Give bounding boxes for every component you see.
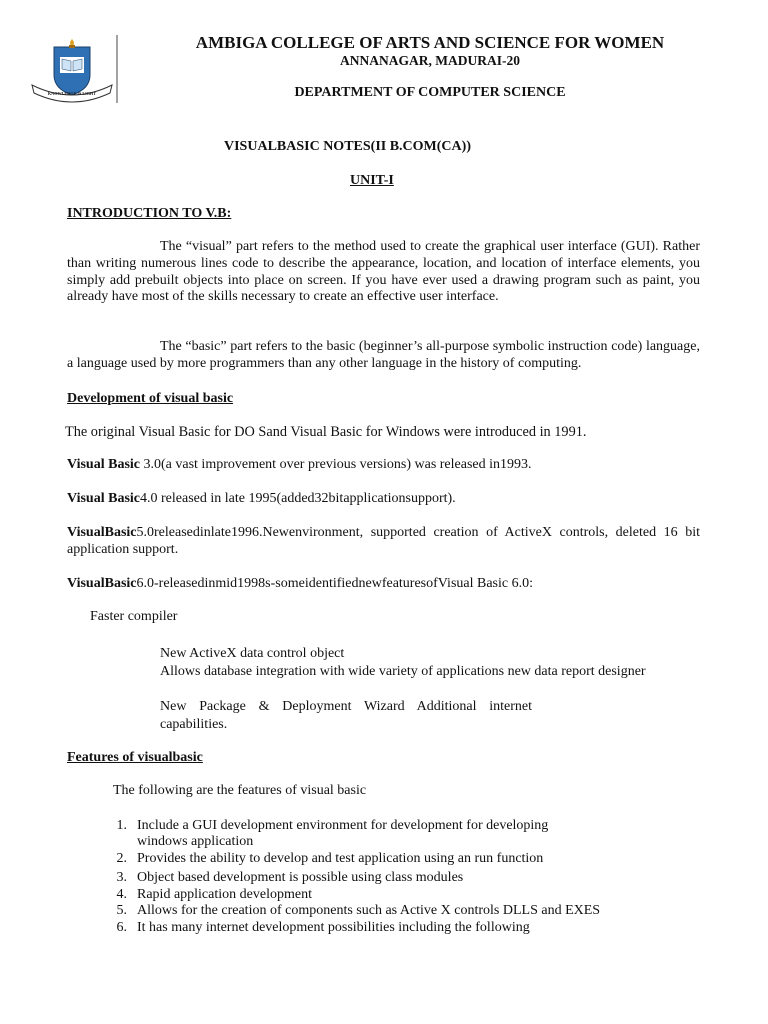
vb3-line xyxy=(67,457,532,473)
feature-number: 2. xyxy=(116,851,127,866)
vb3-label: Visual Basic xyxy=(67,457,140,472)
feature-number: 3. xyxy=(116,870,127,885)
feature-number: 5. xyxy=(116,903,127,918)
department-name: DEPARTMENT OF COMPUTER SCIENCE xyxy=(294,85,566,100)
notes-title: VISUALBASIC NOTES(II B.COM(CA)) xyxy=(224,139,471,154)
vb4-label: Visual Basic xyxy=(67,491,140,506)
new-feature-1: New ActiveX data control object xyxy=(160,646,345,661)
vb6-label: VisualBasic xyxy=(67,576,137,591)
faster-compiler: Faster compiler xyxy=(90,609,178,624)
feature-text: Rapid application development xyxy=(137,887,312,902)
feature-text: It has many internet development possibilities including the following xyxy=(137,920,530,935)
vb4-text: 4.0 released in late 1995(added32bitapplicationsupport). xyxy=(140,491,456,506)
feature-text: Allows for the creation of components such as Active X controls DLLS and EXES xyxy=(137,903,601,918)
feature-text-continued: windows application xyxy=(137,834,254,849)
feature-text: Provides the ability to develop and test application using an run function xyxy=(137,851,544,866)
feature-text: Include a GUI development environment for development for developing xyxy=(137,818,549,833)
feature-number: 1. xyxy=(116,818,127,833)
unit-title: UNIT-I xyxy=(350,173,394,188)
new-feature-3: New Package & Deployment Wizard Additional internet capabilities. xyxy=(160,699,532,732)
feature-number: 6. xyxy=(116,920,127,935)
college-name: AMBIGA COLLEGE OF ARTS AND SCIENCE FOR WOMEN xyxy=(195,33,665,52)
vb6-line xyxy=(67,576,533,592)
features-intro: The following are the features of visual basic xyxy=(113,783,367,798)
intro-paragraph-2: The “basic” part refers to the basic (beginner’s all-purpose symbolic instruction code) language, a language used by more programmers than any other language in the history of computing. xyxy=(67,339,700,371)
development-original: The original Visual Basic for DO Sand Visual Basic for Windows were introduced in 1991. xyxy=(65,424,587,440)
vb3-text: 3.0(a vast improvement over previous versions) was released in1993. xyxy=(140,457,532,472)
features-heading: Features of visualbasic xyxy=(67,750,203,765)
feature-number: 4. xyxy=(116,887,127,902)
vb5-text: 5.0releasedinlate1996.Newenvironment, supported creation of ActiveX controls, deleted 16 bit application support. xyxy=(67,525,700,557)
vb6-text: 6.0-releasedinmid1998s-someidentifiednewfeaturesofVisual Basic 6.0: xyxy=(136,576,533,591)
feature-text: Object based development is possible using class modules xyxy=(137,870,464,885)
vb5-label: VisualBasic xyxy=(67,525,137,540)
development-heading: Development of visual basic xyxy=(67,391,234,406)
new-feature-2: Allows database integration with wide variety of applications new data report designer xyxy=(160,664,646,679)
vb4-line xyxy=(67,491,456,507)
college-logo xyxy=(22,35,122,105)
intro-paragraph-1: The “visual” part refers to the method used to create the graphical user interface (GUI). Rather than writing numerous lines code to describe the appearance, location, and location of interface elements, you simply add prebuilt objects into place on screen. If you have ever used a drawing program such as paint, you already have most of the skills necessary to create an effective user interface. xyxy=(67,239,700,305)
logo-motto: KNOWLEDGE IS LIGHT xyxy=(47,91,97,96)
vb5-line xyxy=(67,525,700,559)
intro-heading: INTRODUCTION TO V.B: xyxy=(67,206,232,221)
college-address: ANNANAGAR, MADURAI-20 xyxy=(340,53,520,68)
